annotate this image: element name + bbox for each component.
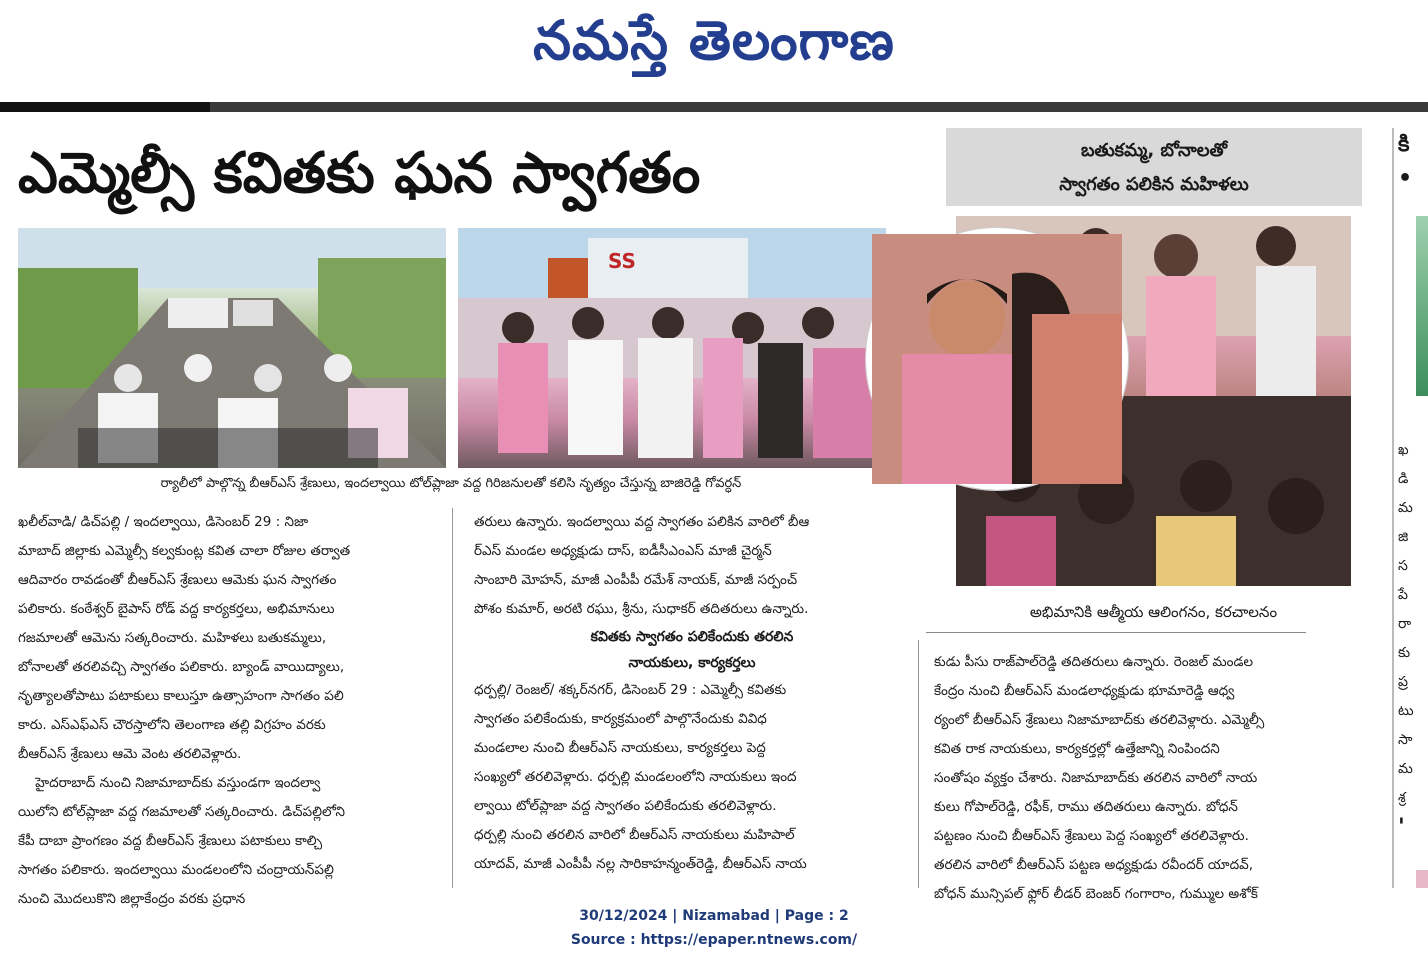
article-line: యిలోని టోల్‌ప్లాజా వద్ద గజమాలతో సత్కరించారు. డిచ్‌పల్లిలోని [18,804,346,820]
article-line: హైదరాబాద్ నుంచి నిజామాబాద్‌కు వస్తుండగా ఇందల్వా [18,775,321,791]
sub-headline-line2: నాయకులు, కార్యకర్తలు [628,655,756,671]
sub-headline [474,624,910,676]
article-line: ల్వాయి టోల్‌ప్లాజా వద్ద స్వాగతం పలికేందుకు తరలివెళ్లారు. [474,798,777,814]
fragment-line: కి [1398,132,1410,157]
source-link[interactable]: Source : https://epaper.ntnews.com/ [570,932,858,948]
article-line: ఆదివారం రావడంతో బీఆర్ఎస్ శ్రేణులు ఆమెకు ఘన స్వాగతం [18,572,337,588]
rally-photo-illustration [18,228,446,468]
fragment-line: జి [1398,529,1409,545]
article-line: పలికారు. కంఠేశ్వర్ బైపాస్ రోడ్ వద్ద కార్యకర్తలు, అభిమానులు [18,601,335,617]
article-line: పోశం కుమార్, అరటి రఘు, శ్రీను, సుధాకర్ తదితరులు ఉన్నారు. [474,601,809,617]
photo-caption: ర్యాలీలో పాల్గొన్న బీఆర్ఎస్ శ్రేణులు, ఇందల్వాయి టోల్‌ప్లాజా వద్ద గిరిజనులతో కలిసి నృత్యం చేస్తున్న బాజిరెడ్డి గోవర్ధన్ [160,476,742,491]
article-column-2-bottom [474,676,910,888]
fragment-line: పే [1398,587,1408,603]
sub-headline-line1: కవితకు స్వాగతం పలికేందుకు తరలిన [590,629,794,645]
fragment-line: స [1398,558,1408,574]
fragment-line: • [1398,166,1413,191]
article-line: కులు గోపాల్‌రెడ్డి, రఫీక్, రాము తదితరులు ఉన్నారు. బోధన్ [934,799,1238,815]
inset-photo-illustration [872,234,1122,484]
fragment-line: రా [1398,616,1412,632]
article-line: స్వాగతం పలికేందుకు, కార్యక్రమంలో పాల్గొనేందుకు వివిధ [474,711,767,727]
truck-sign-text: SS [608,249,636,273]
article-line: కవిత రాక నాయకులు, కార్యకర్తల్లో ఉత్తేజాన్ని నింపిందని [934,741,1220,757]
fragment-line: ఖ [1398,442,1409,458]
article-column-1 [18,508,448,907]
fragment-line: ప్ర [1398,674,1408,690]
article-line: బోధన్ మున్సిపల్ ఫ్లోర్ లీడర్ బెంజర్ గంగారాం, గుమ్ముల అశోక్ [934,886,1258,902]
rally-photo [18,228,446,468]
article-line: తరలిన వారిలో బీఆర్ఎస్ పట్టణ అధ్యక్షుడు రవీందర్ యాదవ్, [934,857,1254,873]
source-footer [0,904,1428,952]
article-line: ర్యంలో బీఆర్ఎస్ శ్రేణులు నిజామాబాద్‌కు తరలివెళ్లారు. ఎమ్మెల్సీ [934,712,1265,728]
article-line: కేపీ దాబా ప్రాంగణం వద్ద బీఆర్ఎస్ శ్రేణులు పటాకులు కాల్చి [18,833,323,849]
sidebar-heading-line2: స్వాగతం పలికిన మహిళలు [1059,174,1249,195]
article-line: కారు. ఎస్ఎఫ్ఎస్ చౌరస్తాలోని తెలంగాణ తల్లి విగ్రహం వరకు [18,717,326,733]
adjacent-photo-fragment [1416,216,1428,396]
article-line: బోనాలతో తరలివచ్చి స్వాగతం పలికారు. బ్యాండ్ వాయిద్యాలు, [18,659,345,675]
article-line: ధర్పల్లి నుంచి తరలిన వారిలో బీఆర్ఎస్ నాయకులు మహిపాల్ [474,827,795,843]
fragment-line: టు [1398,703,1414,719]
fragment-line: ' [1398,815,1405,840]
tollplaza-photo [458,228,886,468]
article-column-2-top [474,508,910,624]
article-line: ఖలీల్‌వాడి/ డిచ్‌పల్లి / ఇందల్వాయి, డిసెంబర్ 29 : నిజా [18,514,309,530]
article-line: సాగతం పలికారు. ఇందల్వాయి మండలంలోని చంద్రాయన్‌పల్లి [18,862,334,878]
sidebar-photo-caption: అభిమానికి ఆత్మీయ ఆలింగనం, కరచాలనం [1029,603,1278,621]
kavitha-hug-inset-photo [866,228,1128,490]
main-headline: ఎమ్మెల్సీ కవితకు ఘన స్వాగతం [18,141,701,206]
masthead-rule [0,102,1428,112]
article-line: నృత్యాలతోపాటు పటాకులు కాలుస్తూ ఉత్సాహంగా సాగతం పలి [18,688,344,704]
sidebar-heading-box [946,128,1362,206]
article-line: సాంబారి మోహన్, మాజీ ఎంపీపీ రమేశ్ నాయక్, మాజీ సర్పంచ్ [474,572,798,588]
article-line: మాబాద్ జిల్లాకు ఎమ్మెల్సీ కల్వకుంట్ల కవిత చాలా రోజుల తర్వాత [18,543,351,559]
article-line: ధర్పల్లి/ రెంజల్/ శక్కర్‌నగర్, డిసెంబర్ 29 : ఎమ్మెల్సీ కవితకు [474,682,787,698]
page-edge-divider [1392,128,1394,888]
column-divider [452,508,453,888]
edition-info: 30/12/2024 | Nizamabad | Page : 2 [579,908,849,924]
article-line: మండలాల నుంచి బీఆర్ఎస్ నాయకులు, కార్యకర్తలు పెద్ద [474,740,766,756]
sidebar-caption-rule [926,632,1306,633]
article-line: బీఆర్ఎస్ శ్రేణులు ఆమె వెంట తరలివెళ్లారు. [18,746,242,762]
article-line: ర్ఎస్ మండల అధ్యక్షుడు దాస్, ఐడీసీఎంఎస్ మాజీ చైర్మన్ [474,543,772,559]
fragment-line: మ [1398,761,1413,777]
article-line: సంఖ్యలో తరలివెళ్లారు. ధర్పల్లి మండలంలోని నాయకులు ఇంద [474,769,797,785]
article-line: కేంద్రం నుంచి బీఆర్ఎస్ మండలాధ్యక్షుడు భూమారెడ్డి ఆధ్వ [934,683,1235,699]
masthead [0,0,1428,100]
article-column-3 [934,648,1364,902]
article-line: తరులు ఉన్నారు. ఇందల్వాయి వద్ద స్వాగతం పలికిన వారిలో బీఆ [474,514,810,530]
fragment-line: మ [1398,500,1413,516]
article-line: సంతోషం వ్యక్తం చేశారు. నిజామాబాద్‌కు తరలిన వారిలో నాయ [934,770,1258,786]
fragment-line: శ్ర [1398,790,1406,806]
article-line: గజమాలతో ఆమెను సత్కరించారు. మహిళలు బతుకమ్మలు, [18,630,327,646]
article-line: యాదవ్, మాజీ ఎంపీపీ నల్ల సారికాహన్మంత్‌రెడ్డి, బీఆర్ఎస్ నాయ [474,856,807,872]
fragment-line: డి [1398,471,1409,487]
sidebar-heading-line1: బతుకమ్మ, బోనాలతో [1080,140,1228,161]
masthead-rule-accent [0,102,210,112]
fragment-line: సా [1398,732,1413,748]
article-line: కుడు పీసు రాజ్‌పాల్‌రెడ్డి తదితరులు ఉన్నారు. రెంజల్ మండల [934,654,1254,670]
tollplaza-photo-illustration [458,228,886,468]
column-divider [918,640,919,888]
newspaper-title: నమస్తే తెలంగాణ [533,9,895,72]
article-line: నుంచి మొదలుకొని జిల్లాకేంద్రం వరకు ప్రధాన [18,891,246,907]
adjacent-photo-fragment [1416,870,1428,888]
article-line: పట్టణం నుంచి బీఆర్ఎస్ శ్రేణులు పెద్ద సంఖ్యలో తరలివెళ్లారు. [934,828,1249,844]
fragment-line: కు [1398,645,1411,661]
